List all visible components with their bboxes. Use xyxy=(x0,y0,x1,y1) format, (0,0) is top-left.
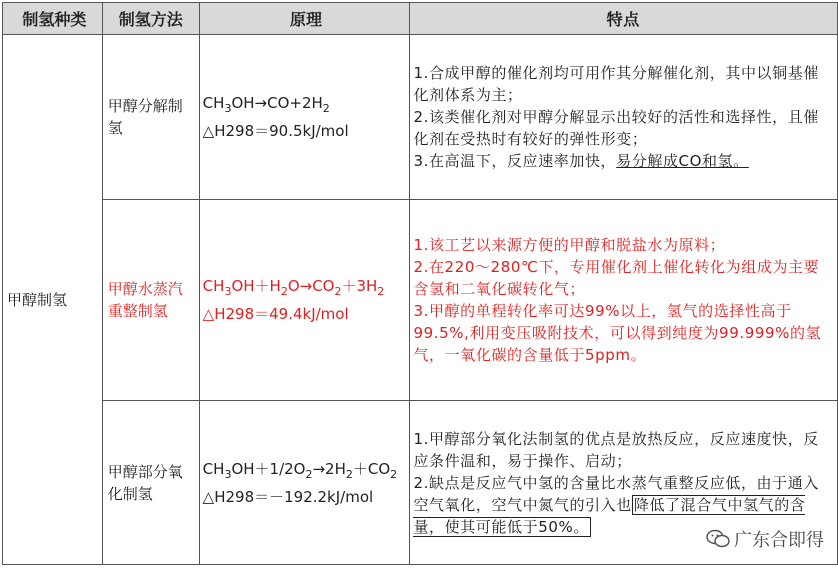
header-features: 特点 xyxy=(410,3,838,35)
enthalpy-value: △H298＝－192.2kJ/mol xyxy=(202,487,374,506)
feature-item: 3.在高温下，反应速率加快，易分解成CO和氢。 xyxy=(413,152,749,170)
principle-cell xyxy=(199,401,410,565)
header-principle: 原理 xyxy=(199,3,410,35)
table-row xyxy=(3,200,838,401)
wechat-icon xyxy=(706,529,730,549)
feature-item: 1.该工艺以来源方便的甲醇和脱盐水为原料； xyxy=(413,236,726,254)
enthalpy-value: △H298＝49.4kJ/mol xyxy=(202,305,349,323)
feature-item: 1.合成甲醇的催化剂均可用作其分解催化剂，其中以铜基催化剂体系为主； xyxy=(413,64,819,104)
method-cell: 甲醇分解制氢 xyxy=(102,35,199,200)
feature-item: 3.甲醇的单程转化率可达99%以上，氢气的选择性高于99.5%,利用变压吸附技术，可以得到纯度为99.999%的氢气，一氧化碳的含量低于5ppm。 xyxy=(413,302,822,364)
reaction-equation: $CH_3OH+1/2O_2\to 2H_2+CO_2$ xyxy=(202,459,398,481)
watermark-text: 广东合即得 xyxy=(734,530,824,551)
method-cell: 甲醇部分氧化制氢 xyxy=(102,401,199,565)
enthalpy-value: △H298＝90.5kJ/mol xyxy=(202,122,349,140)
reaction-equation: $CH_3OH+H_2O\to CO_2+3H_2$ xyxy=(202,277,385,298)
feature-item: 2.该类催化剂对甲醇分解显示出较好的活性和选择性，且催化剂在受热时有较好的弹性形变； xyxy=(413,108,819,148)
feature-item: 2.在220～280℃下，专用催化剂上催化转化为组成为主要含氢和二氧化碳转化气； xyxy=(413,258,820,298)
method-cell: 甲醇水蒸汽重整制氢 xyxy=(102,200,199,401)
table-row xyxy=(3,35,838,200)
table-header-row xyxy=(3,3,838,35)
header-method: 制氢方法 xyxy=(102,3,199,35)
watermark xyxy=(704,526,826,552)
features-cell xyxy=(410,200,838,401)
hydrogen-methods-table xyxy=(2,2,838,565)
principle-cell xyxy=(199,35,410,200)
category-cell: 甲醇制氢 xyxy=(3,35,103,565)
principle-cell xyxy=(199,200,410,401)
header-category: 制氢种类 xyxy=(3,3,103,35)
feature-item: 1.甲醇部分氧化法制氢的优点是放热反应，反应速度快，反应条件温和，易于操作、启动； xyxy=(413,429,819,470)
reaction-equation: $CH_3OH\to CO+2H_2$ xyxy=(202,94,330,115)
feature-item: 2.缺点是反应气中氢的含量比水蒸气重整反应低，由于通入空气氧化，空气中氮气的引入也 降低了混合气中氢气的含量，使其可能低于50%。 xyxy=(413,473,819,536)
features-cell xyxy=(410,35,838,200)
